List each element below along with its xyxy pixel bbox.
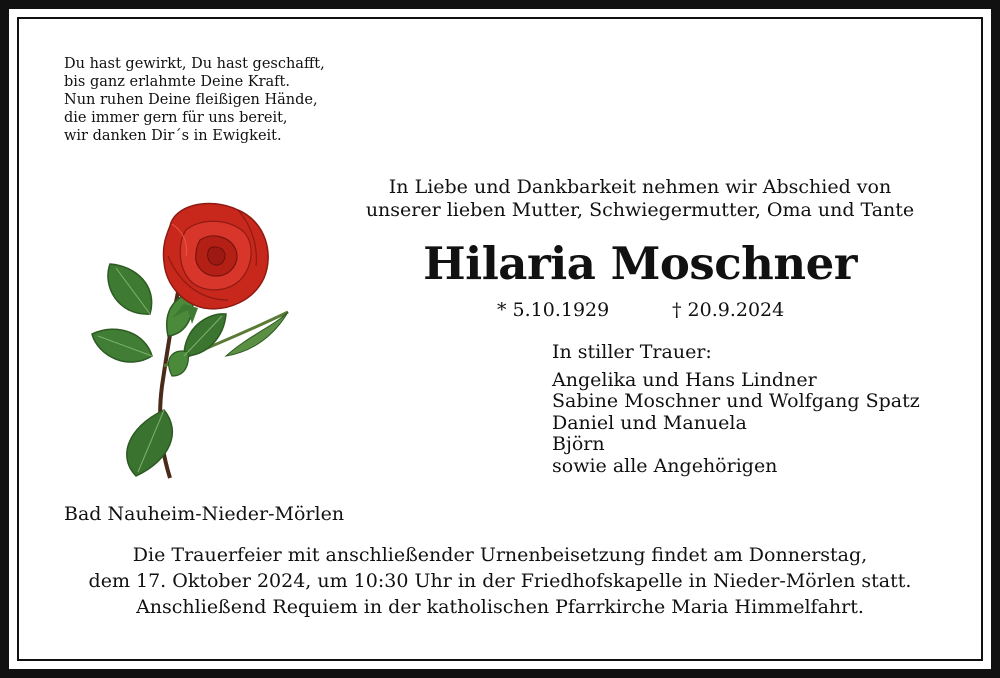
intro-line: In Liebe und Dankbarkeit nehmen wir Abschied von: [388, 176, 892, 198]
leaf: [226, 312, 288, 356]
mourner-name: sowie alle Angehörigen: [552, 454, 778, 477]
farewell-intro: [340, 176, 940, 222]
mourners-list: [552, 342, 920, 477]
mourner-name: Angelika und Hans Lindner: [552, 368, 817, 391]
intro-line: unserer lieben Mutter, Schwiegermutter, Oma und Tante: [365, 199, 915, 221]
mourner-name: Sabine Moschner und Wolfgang Spatz: [552, 390, 920, 412]
birth-date: * 5.10.1929: [497, 299, 610, 321]
mourner-name: Björn: [552, 433, 605, 455]
leaf: [92, 329, 152, 362]
memorial-poem: [64, 55, 325, 145]
mourners-heading: In stiller Trauer:: [552, 341, 712, 363]
rose-bloom: [163, 203, 268, 308]
service-line: Die Trauerfeier mit anschließender Urnenbeisetzung findet am Donnerstag,: [132, 544, 868, 566]
mourner-name: Daniel und Manuela: [552, 411, 747, 434]
poem-line: Du hast gewirkt, Du hast geschafft,: [64, 56, 325, 72]
poem-line: bis ganz erlahmte Deine Kraft.: [64, 74, 290, 90]
poem-line: Nun ruhen Deine fleißigen Hände,: [64, 92, 318, 108]
red-rose-illustration: [88, 196, 293, 481]
funeral-service-info: [30, 542, 970, 620]
poem-line: wir danken Dir´s in Ewigkeit.: [64, 128, 282, 144]
deceased-name: Hilaria Moschner: [423, 237, 857, 290]
service-line: Anschließend Requiem in der katholischen Pfarrkirche Maria Himmelfahrt.: [136, 596, 864, 618]
place-name: Bad Nauheim-Nieder-Mörlen: [64, 503, 345, 525]
death-date: † 20.9.2024: [672, 299, 785, 321]
poem-line: die immer gern für uns bereit,: [64, 110, 288, 126]
service-line: dem 17. Oktober 2024, um 10:30 Uhr in der Friedhofskapelle in Nieder-Mörlen statt.: [88, 570, 912, 592]
